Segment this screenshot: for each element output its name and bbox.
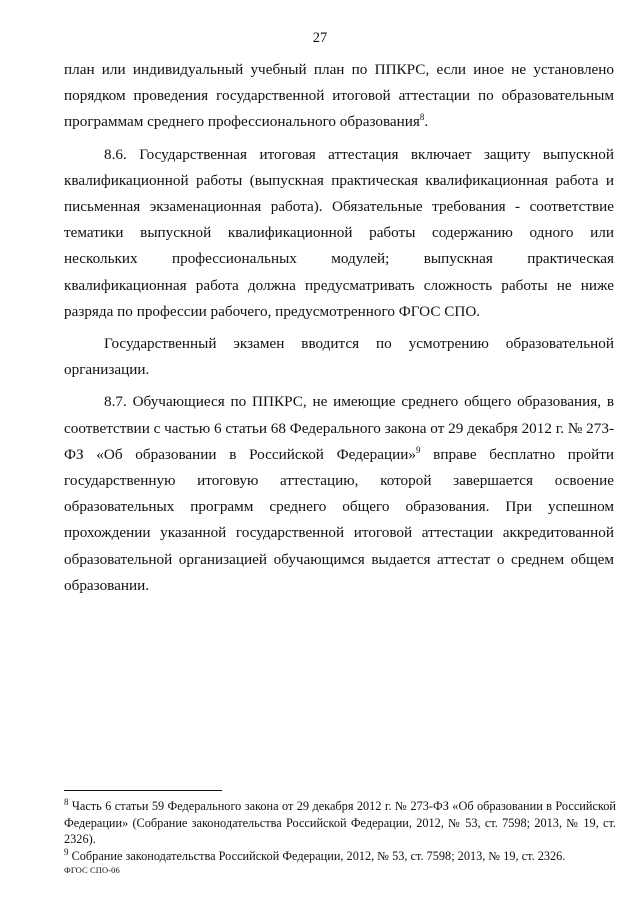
paragraph-text-continued: вправе бесплатно пройти государственную итоговую аттестацию, которой завершается освоение образовательных программ среднего общего образования. При успешном прохождении указанной государственной итоговой аттестации аккредитованной образовательной организацией обучающимся выдается аттестат о среднем общем образовании. <box>64 445 614 594</box>
paragraph-continuation <box>64 57 614 136</box>
footnote-9 <box>64 848 616 865</box>
footnote-text: Часть 6 статьи 59 Федерального закона от 29 декабря 2012 г. № 273-ФЗ «Об образовании в Российской Федерации» (Собрание законодательства Российской Федерации, 2012, № 53, ст. 7598; 2013, № 19, ст. 2326). <box>64 799 616 846</box>
paragraph-8-7 <box>64 389 614 599</box>
paragraph-text: 8.7. Обучающиеся по ППКРС, не имеющие среднего общего образования, в соответствии с частью 6 статьи 68 Федерального закона от 29 декабря 2012 г. № 273-ФЗ «Об образовании в Российской Федерации» <box>64 393 614 463</box>
document-code: ФГОС СПО-06 <box>64 865 120 875</box>
footnotes <box>64 798 616 876</box>
footnote-mark-9: 9 <box>64 846 69 857</box>
paragraph-state-exam: Государственный экзамен вводится по усмотрению образовательной организации. <box>64 335 614 379</box>
paragraph-8-6: 8.6. Государственная итоговая аттестация включает защиту выпускной квалификационной работы (выпускная практическая квалификационная работа и письменная экзаменационная работа). Обязательные требования - соответствие тематики выпускной квалификационной работы содержанию одного или нескольких профессиональных модулей; выпускная практическая квалификационная работа должна предусматривать сложность работы не ниже разряда по профессии рабочего, предусмотренного ФГОС СПО. <box>64 145 614 320</box>
footnote-ref-9[interactable]: 9 <box>415 444 421 455</box>
footnote-ref-8[interactable]: 8 <box>419 112 425 123</box>
footnote-mark-8: 8 <box>64 796 69 807</box>
footnote-text: Собрание законодательства Российской Федерации, 2012, № 53, ст. 7598; 2013, № 19, ст. 2326. <box>68 848 566 863</box>
page-number: 27 <box>312 30 328 46</box>
footnote-8 <box>64 798 616 848</box>
footnote-separator <box>64 790 222 791</box>
paragraph-text: план или индивидуальный учебный план по ППКРС, если иное не установлено порядком проведения государственной итоговой аттестации по образовательным программам среднего профессионального образования <box>64 61 614 131</box>
body-text <box>64 57 614 605</box>
paragraph-tail: . <box>424 113 429 131</box>
